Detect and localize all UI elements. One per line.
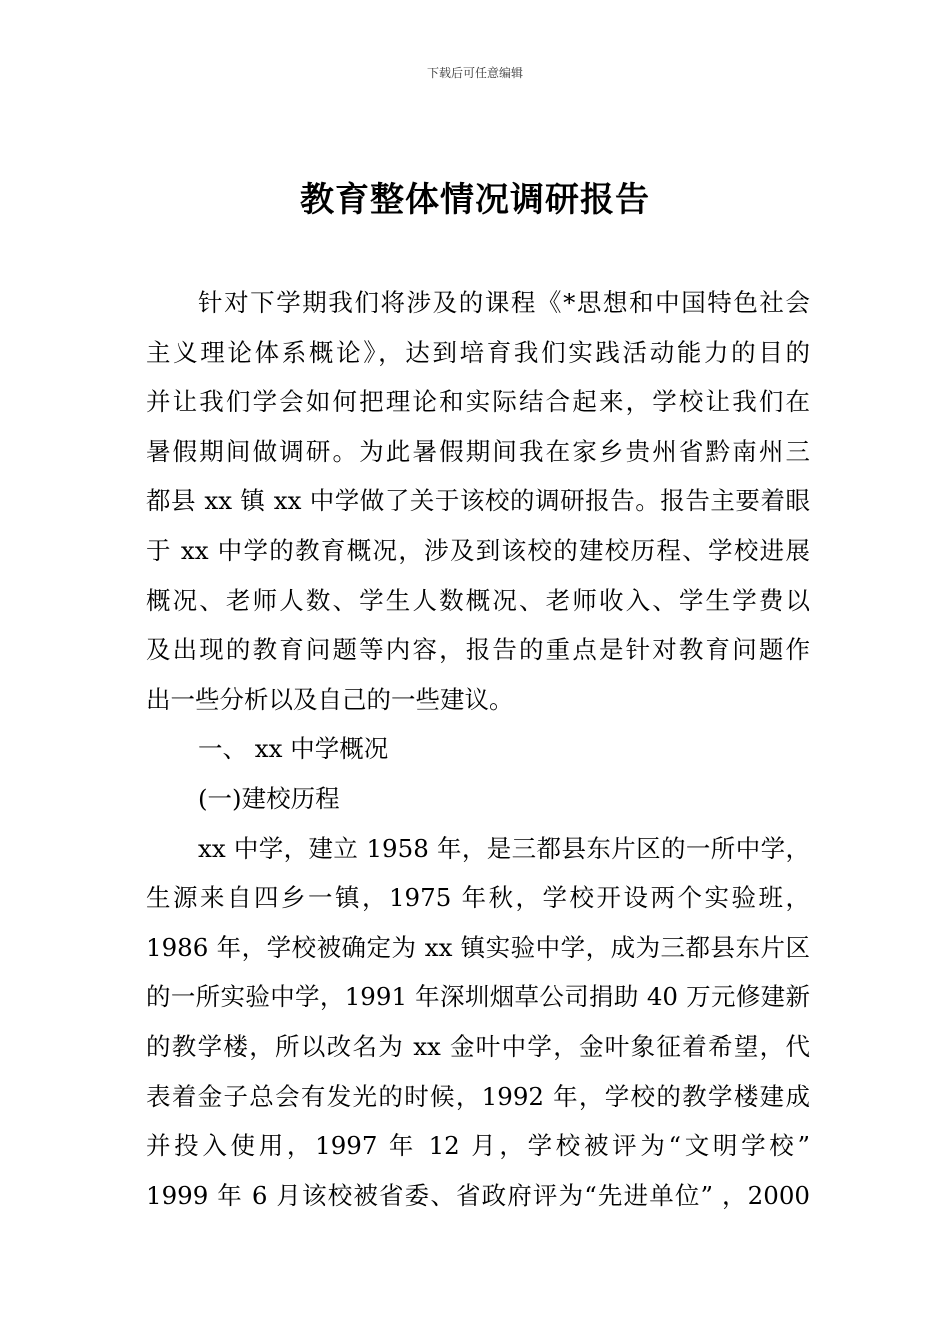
paragraph-line: 针对下学期我们将涉及的课程《*思想和中国特色社会 — [198, 288, 810, 317]
paragraph-line: 生源来自四乡一镇，1975 年秋，学校开设两个实验班， — [146, 883, 810, 913]
paragraph-line: 并让我们学会如何把理论和实际结合起来，学校让我们在 — [146, 387, 810, 417]
section-heading: 一、 xx 中学概况 — [198, 734, 389, 764]
paragraph-line: 及出现的教育问题等内容，报告的重点是针对教育问题作 — [146, 635, 810, 665]
paragraph-line: 概况、老师人数、学生人数概况、老师收入、学生学费以 — [146, 585, 810, 615]
paragraph-line: 暑假期间做调研。为此暑假期间我在家乡贵州省黔南州三 — [146, 436, 810, 466]
document-body — [146, 278, 810, 1220]
header-note: 下载后可任意编辑 — [426, 66, 523, 80]
paragraph-line: 表着金子总会有发光的时候，1992 年，学校的教学楼建成 — [146, 1081, 810, 1111]
subsection-heading: (一)建校历程 — [198, 783, 340, 813]
paragraph-line: 的一所实验中学，1991 年深圳烟草公司捐助 40 万元修建新 — [146, 982, 810, 1012]
paragraph-line: 于 xx 中学的教育概况，涉及到该校的建校历程、学校进展 — [146, 535, 810, 565]
paragraph-line: 出一些分析以及自己的一些建议。 — [146, 684, 514, 714]
paragraph-line: 主义理论体系概论》，达到培育我们实践活动能力的目的 — [146, 337, 810, 367]
paragraph-line: 的教学楼，所以改名为 xx 金叶中学，金叶象征着希望，代 — [146, 1031, 810, 1061]
paragraph-line: 1999 年 6 月该校被省委、省政府评为“先进单位” ，2000 — [146, 1180, 810, 1210]
paragraph-line: 都县 xx 镇 xx 中学做了关于该校的调研报告。报告主要着眼 — [146, 486, 810, 516]
document-title: 教育整体情况调研报告 — [300, 180, 650, 220]
paragraph-line: 并投入使用，1997 年 12 月，学校被评为“文明学校” — [146, 1131, 810, 1161]
paragraph-line: xx 中学，建立 1958 年，是三都县东片区的一所中学， — [198, 833, 810, 863]
paragraph-line: 1986 年，学校被确定为 xx 镇实验中学，成为三都县东片区 — [146, 932, 810, 962]
